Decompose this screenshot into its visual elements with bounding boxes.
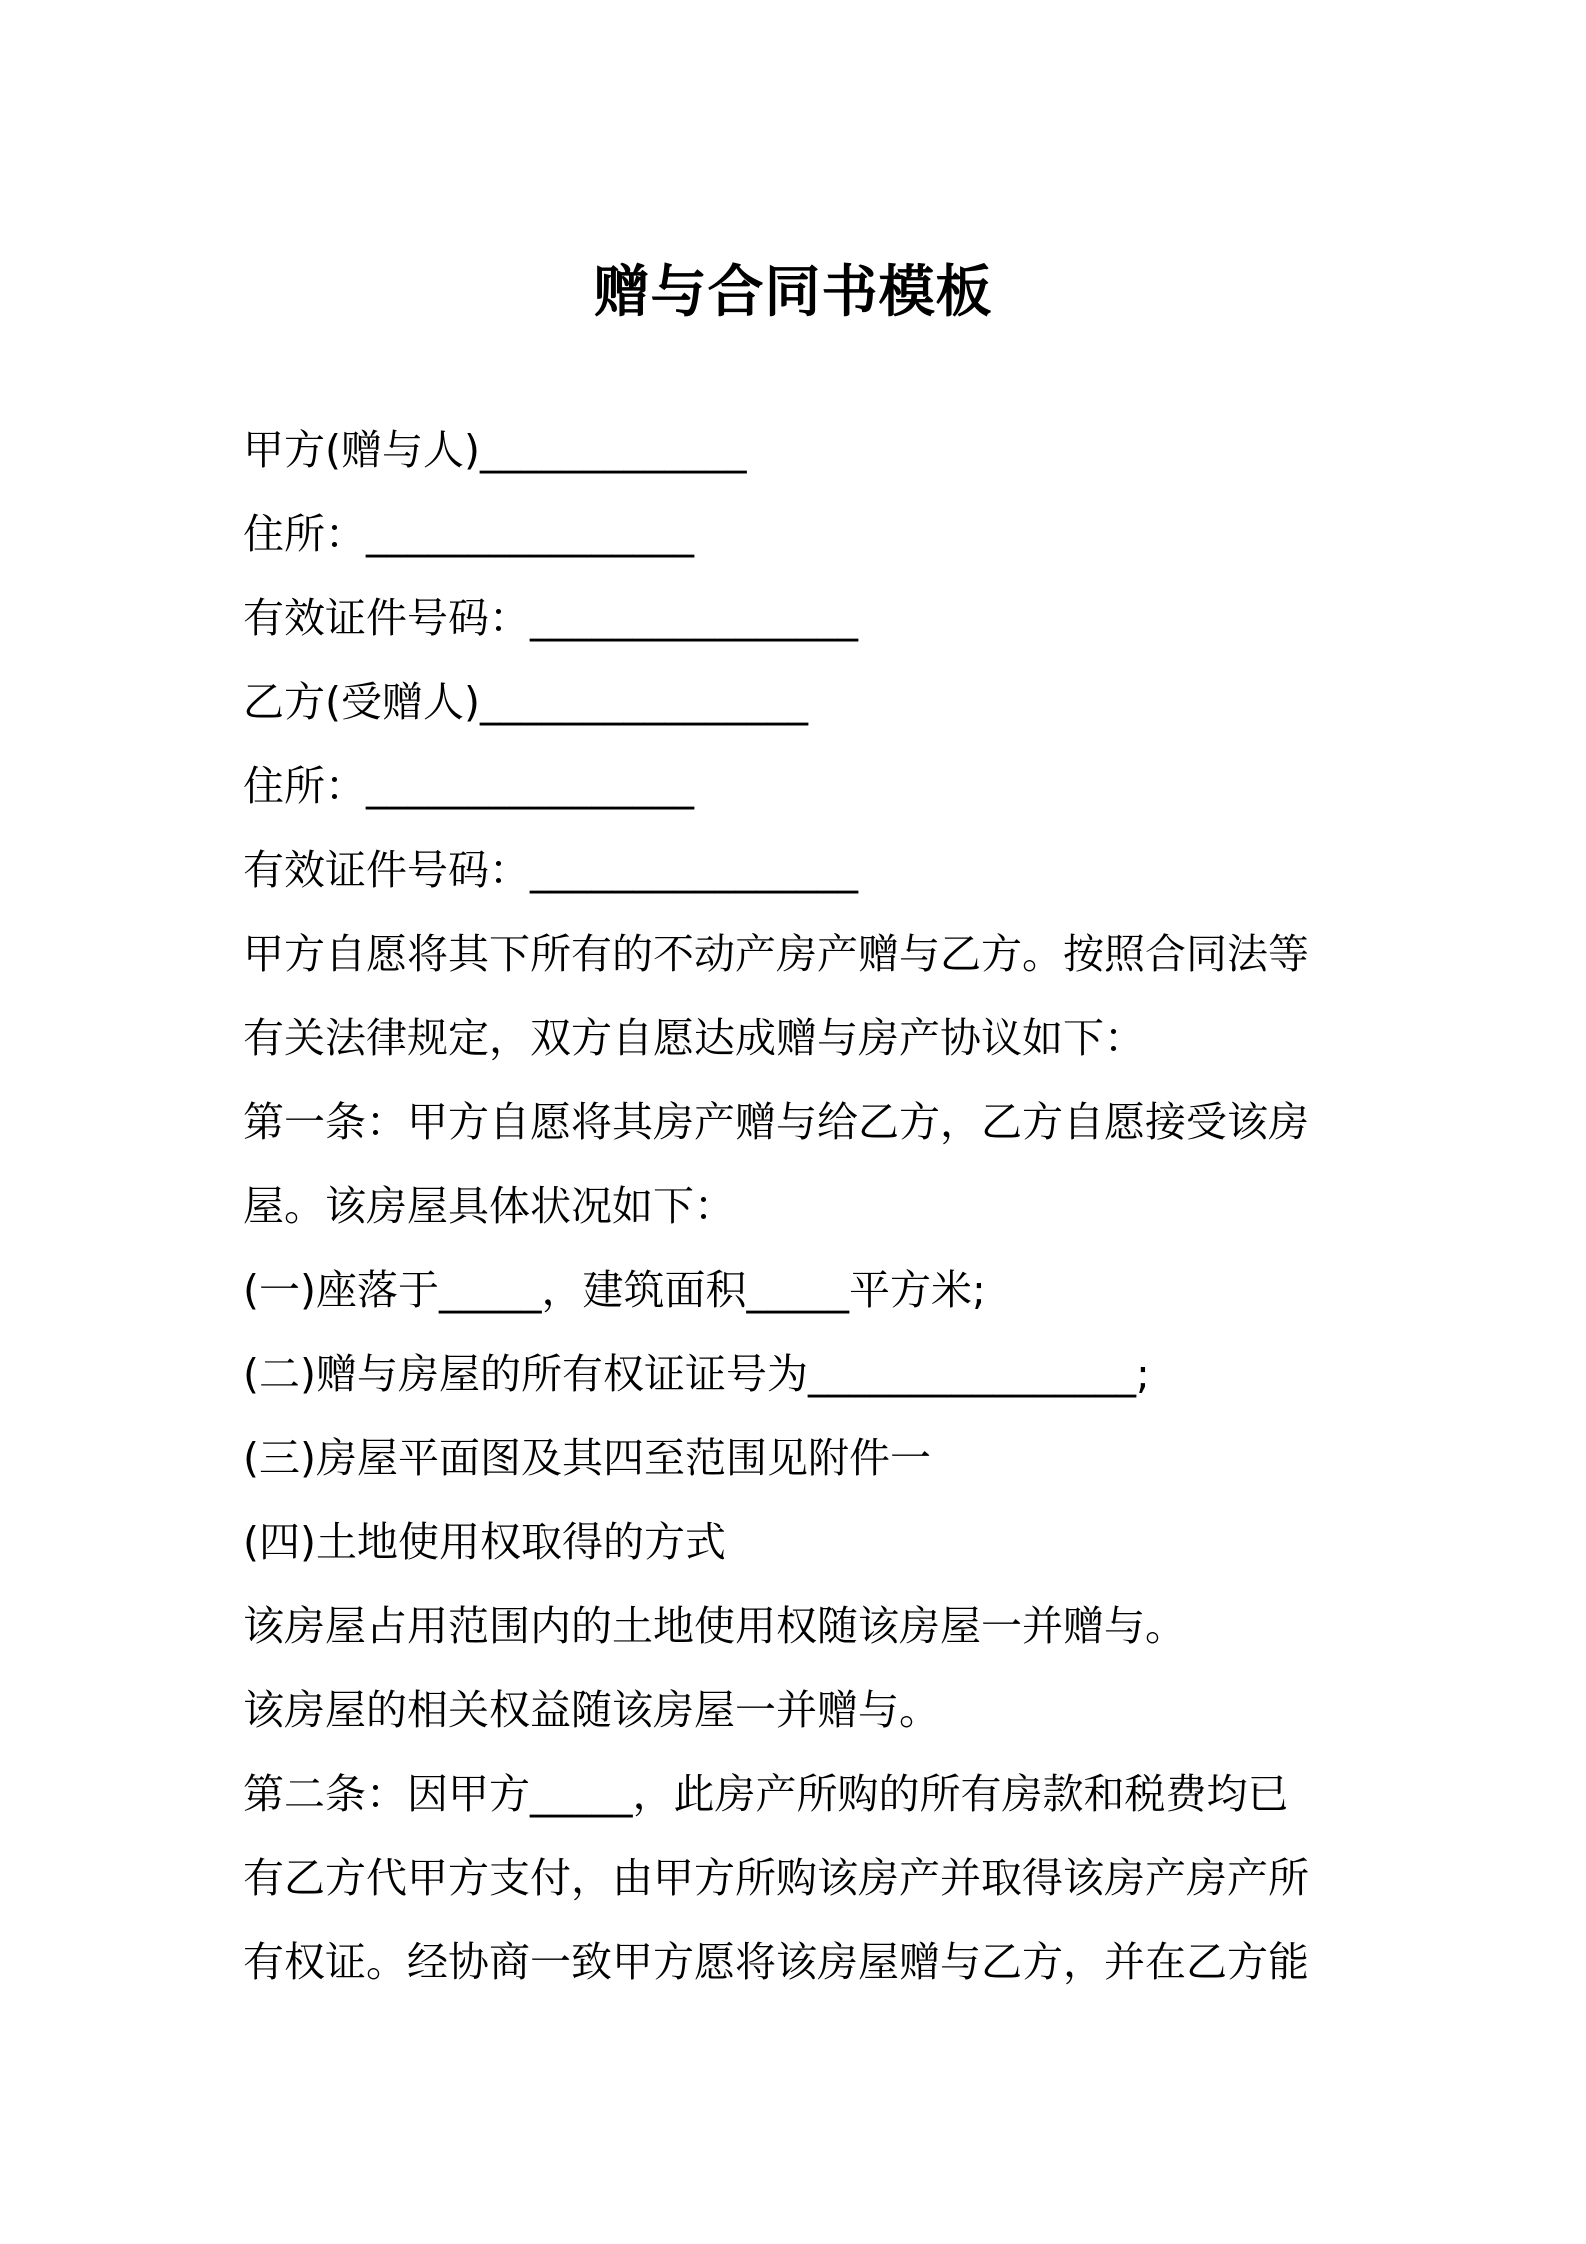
article-two-line: 第二条：因甲方_____，此房产所购的所有房款和税费均已	[243, 1770, 1289, 1818]
party-b-id-line: 有效证件号码：________________	[243, 846, 858, 894]
article-one-line: 第一条：甲方自愿将其房产赠与给乙方，乙方自愿接受该房	[243, 1098, 1309, 1146]
article-two-line: 有乙方代甲方支付，由甲方所购该房产并取得该房产房产所	[243, 1854, 1309, 1902]
article-two-line: 有权证。经协商一致甲方愿将该房屋赠与乙方，并在乙方能	[243, 1938, 1309, 1986]
clause-land-use-line: (四)土地使用权取得的方式	[243, 1518, 726, 1566]
clause-location-line: (一)座落于_____，建筑面积_____平方米;	[243, 1266, 986, 1314]
clause-certificate-line: (二)赠与房屋的所有权证证号为________________;	[243, 1350, 1150, 1398]
party-a-donor-line: 甲方(赠与人)_____________	[243, 426, 747, 474]
article-one-line: 屋。该房屋具体状况如下：	[243, 1182, 735, 1230]
party-a-id-line: 有效证件号码：________________	[243, 594, 858, 642]
preamble-line: 甲方自愿将其下所有的不动产房产赠与乙方。按照合同法等	[243, 930, 1309, 978]
land-use-gift-line: 该房屋占用范围内的土地使用权随该房屋一并赠与。	[243, 1602, 1186, 1650]
party-b-address-line: 住所：________________	[243, 762, 694, 810]
document-title: 赠与合同书模板	[593, 260, 993, 325]
clause-floor-plan-line: (三)房屋平面图及其四至范围见附件一	[243, 1434, 931, 1482]
document-body	[243, 408, 1363, 2004]
party-a-address-line: 住所：________________	[243, 510, 694, 558]
related-rights-line: 该房屋的相关权益随该房屋一并赠与。	[243, 1686, 940, 1734]
party-b-donee-line: 乙方(受赠人)________________	[243, 678, 808, 726]
preamble-line: 有关法律规定，双方自愿达成赠与房产协议如下：	[243, 1014, 1145, 1062]
